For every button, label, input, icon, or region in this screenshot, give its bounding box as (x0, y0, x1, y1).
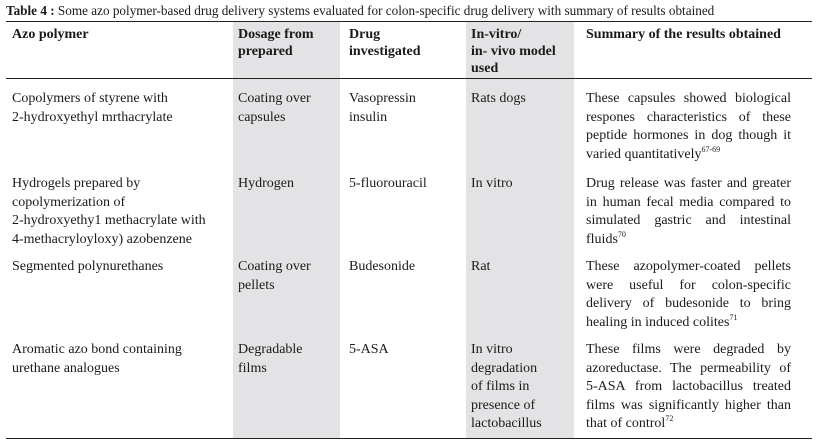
header-azo-polymer: Azo polymer (12, 27, 89, 42)
row-4-dosage: Degradable films (238, 342, 303, 376)
row-2-drug: 5-fluorouracil (349, 176, 427, 191)
caption-label: Table 4 : (6, 3, 55, 18)
header-bottom-rule (6, 78, 812, 79)
row-1-model: Rats dogs (471, 91, 526, 106)
header-model-used: In-vitro/ in- vivo model used (471, 27, 556, 76)
row-3-polymer: Segmented polynurethanes (12, 259, 164, 274)
row-3-summary: These azopolymer-coated pellets were useful for colon-specific delivery of budesonide to bring healing in induced colites$^{71}$ (586, 259, 791, 330)
table-caption (6, 3, 812, 19)
row-4-summary: These films were degraded by azoreductase. The permeability of 5-ASA from lactobacillus treated films was significantly higher than that of control$^{72}$ (586, 342, 791, 431)
row-1-polymer: Copolymers of styrene with 2-hydroxyethyl mrthacrylate (12, 91, 173, 125)
row-4-drug: 5-ASA (349, 342, 389, 357)
row-2-polymer: Hydrogels prepared by copolymerization of 2-hydroxyethy1 methacrylate with 4-methacryloyloxy) azobenzene (12, 176, 206, 247)
row-1-dosage: Coating over capsules (238, 91, 311, 125)
reference-superscript: 72 (665, 414, 674, 423)
table-bottom-rule (6, 438, 812, 439)
header-summary: Summary of the results obtained (586, 27, 781, 42)
row-2-model: In vitro (471, 176, 513, 191)
row-2-summary: Drug release was faster and greater in human fecal media compared to simulated gastric and intestinal fluids$^{70}$ (586, 176, 791, 247)
caption-text: Some azo polymer-based drug delivery systems evaluated for colon-specific drug delivery with summary of results obtained (57, 3, 715, 18)
row-1-drug: Vasopressin insulin (349, 91, 416, 125)
row-3-dosage: Coating over pellets (238, 259, 311, 293)
header-drug-investigated: Drug investigated (349, 27, 421, 59)
row-1-summary: These capsules showed biological respones characteristics of these peptide hormones in dog though it varied quantitatively$^{67-69}$ (586, 91, 791, 162)
row-4-model: In vitro degradation of films in presence of lactobacillus (471, 342, 542, 431)
reference-superscript: 67-69 (701, 144, 721, 154)
row-2-dosage: Hydrogen (238, 176, 294, 191)
header-dosage-form: Dosage from prepared (238, 27, 314, 59)
row-4-polymer: Aromatic azo bond containing urethane analogues (12, 342, 182, 376)
table-top-rule (6, 21, 812, 22)
row-3-model: Rat (471, 259, 491, 274)
row-3-drug: Budesonide (349, 259, 416, 274)
reference-superscript: 71 (729, 312, 738, 322)
reference-superscript: 70 (617, 229, 626, 239)
